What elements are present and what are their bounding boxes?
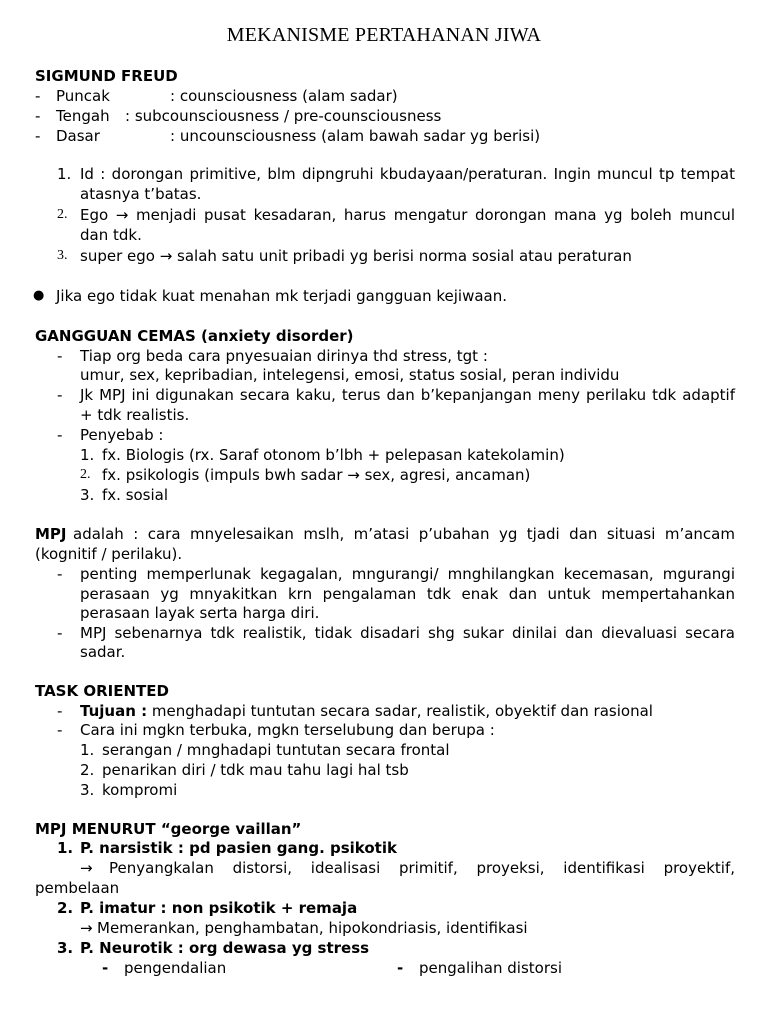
point-text: perasaan layak serta harga diri. [80, 604, 320, 622]
vaillant-item-1 [35, 838, 735, 858]
mpj-point-1 [35, 564, 735, 584]
dash-marker: - [57, 347, 63, 365]
freud-item-ego-cont [35, 225, 735, 245]
cemas-point-1 [35, 346, 735, 366]
ways-text: Cara ini mgkn terbuka, mgkn terselubung dan berupa : [80, 721, 495, 739]
level-text: : subcounsciousness / pre-counsciousness [125, 107, 442, 125]
list-text: dan tdk. [80, 226, 142, 244]
list-number: 1. [80, 741, 95, 759]
mpj-point-1-cont [35, 603, 735, 623]
list-text: serangan / mnghadapi tuntutan secara frontal [102, 741, 450, 759]
dash-marker: - [57, 565, 63, 583]
list-number: 3. [57, 939, 74, 957]
dash-marker: - [57, 386, 63, 404]
list-number: 2. [80, 761, 95, 779]
list-number: 2. [80, 467, 91, 482]
level-label: Dasar [56, 127, 100, 145]
heading-gangguan-cemas: GANGGUAN CEMAS (anxiety disorder) [35, 327, 354, 345]
note-text: Jika ego tidak kuat menahan mk terjadi gangguan kejiwaan. [56, 287, 508, 305]
cemas-point-3 [35, 425, 735, 445]
vaillant-item-3 [35, 938, 735, 958]
point-text: Tiap org beda cara pnyesuaian dirinya thd stress, tgt : [80, 347, 488, 365]
dash-marker: - [397, 959, 404, 977]
freud-level-puncak [35, 86, 735, 106]
point-text: Penyebab : [80, 426, 164, 444]
list-text: atasnya t’batas. [80, 185, 202, 203]
item-desc: Memerankan, penghambatan, hipokondriasis, identifikasi [97, 919, 528, 937]
dash-marker: - [35, 127, 41, 145]
level-label: Tengah [56, 107, 110, 125]
task-goal [35, 701, 735, 721]
vaillant-item-2-desc [35, 918, 735, 938]
point-text: umur, sex, kepribadian, intelegensi, emosi, status sosial, peran individu [80, 366, 620, 384]
list-text: super ego → salah satu unit pribadi yg berisi norma sosial atau peraturan [80, 247, 632, 265]
list-text: Ego → menjadi pusat kesadaran, harus mengatur dorongan mana yg boleh muncul [80, 206, 735, 224]
list-number: 2. [57, 207, 68, 222]
page-title: MEKANISME PERTAHANAN JIWA [226, 24, 542, 46]
mpj-point-2-cont [35, 642, 735, 662]
dash-marker: - [57, 624, 63, 642]
dash-marker: - [35, 107, 41, 125]
point-text: Jk MPJ ini digunakan secara kaku, terus dan b’kepanjangan meny perilaku tdk adaptif [80, 386, 735, 404]
list-number: 3. [80, 781, 95, 799]
dash-marker: - [57, 721, 63, 739]
task-item [35, 760, 735, 780]
list-number: 3. [80, 486, 95, 504]
item-desc: Penyangkalan distorsi, idealisasi primitif, proyeksi, identifikasi proyektif, [109, 859, 735, 877]
point-text: sadar. [80, 643, 126, 661]
goal-text: menghadapi tuntutan secara sadar, realistik, obyektif dan rasional [151, 702, 653, 720]
list-number: 1. [57, 165, 72, 183]
list-number: 1. [80, 446, 95, 464]
list-text: fx. sosial [102, 486, 169, 504]
point-text: MPJ sebenarnya tdk realistik, tidak disadari shg sukar dinilai dan dievaluasi secara [80, 624, 735, 642]
vaillant-item-2 [35, 898, 735, 918]
freud-item-ego [35, 205, 735, 225]
mpj-point-1-cont [35, 584, 735, 604]
mpj-definition-cont: (kognitif / perilaku). [35, 545, 183, 563]
heading-vaillant: MPJ MENURUT “george vaillan” [35, 820, 302, 838]
freud-level-tengah [35, 106, 735, 126]
bullet-marker: ● [33, 288, 45, 303]
point-text: perasaan yg mnyakitkan krn pengalaman tdk enak dan untuk mempertahankan [80, 585, 735, 603]
mpj-term: MPJ [35, 525, 67, 543]
point-text: + tdk realistis. [80, 406, 190, 424]
point-text: penting memperlunak kegagalan, mngurangi/ mnghilangkan kecemasan, mgurangi [80, 565, 735, 583]
sub-left: pengendalian [124, 959, 227, 977]
definition-text: adalah : cara mnyelesaikan mslh, m’atasi p’ubahan yg tjadi dan situasi m’ancam [73, 525, 735, 543]
list-text: fx. Biologis (rx. Saraf otonom b’lbh + pelepasan katekolamin) [102, 446, 565, 464]
heading-sigmund-freud: SIGMUND FREUD [35, 67, 178, 85]
list-number: 2. [57, 899, 74, 917]
task-ways [35, 720, 735, 740]
list-number: 1. [57, 839, 74, 857]
cemas-point-2 [35, 385, 735, 405]
list-number: 3. [57, 248, 68, 263]
item-title: P. narsistik : pd pasien gang. psikotik [80, 839, 397, 857]
sub-right: pengalihan distorsi [419, 959, 562, 977]
cause-item [35, 445, 735, 465]
arrow-icon: → [80, 859, 93, 877]
dash-marker: - [57, 702, 63, 720]
freud-level-dasar [35, 126, 735, 146]
vaillant-item-3-subs [35, 958, 735, 978]
dash-marker: - [57, 426, 63, 444]
list-text: fx. psikologis (impuls bwh sadar → sex, agresi, ancaman) [102, 466, 531, 484]
cause-item [35, 485, 735, 505]
dash-marker: - [35, 87, 41, 105]
mpj-definition [35, 524, 735, 544]
heading-task-oriented: TASK ORIENTED [35, 682, 169, 700]
level-label: Puncak [56, 87, 110, 105]
vaillant-item-1-desc-cont: pembelaan [35, 879, 120, 897]
freud-note [35, 286, 735, 306]
item-title: P. imatur : non psikotik + remaja [80, 899, 358, 917]
mpj-point-2 [35, 623, 735, 643]
freud-item-superego [35, 246, 735, 266]
arrow-icon: → [80, 919, 93, 937]
task-item [35, 740, 735, 760]
item-title: P. Neurotik : org dewasa yg stress [80, 939, 370, 957]
dash-marker: - [102, 959, 109, 977]
goal-line [80, 701, 653, 721]
list-text: kompromi [102, 781, 178, 799]
freud-item-id-cont [35, 184, 735, 204]
cemas-point-1-cont [35, 365, 735, 385]
level-text: : counsciousness (alam sadar) [170, 87, 398, 105]
cemas-point-2-cont [35, 405, 735, 425]
level-text: : uncounsciousness (alam bawah sadar yg berisi) [170, 127, 541, 145]
cause-item [35, 465, 735, 485]
list-text: Id : dorongan primitive, blm dipngruhi kbudayaan/peraturan. Ingin muncul tp tempat [80, 165, 735, 183]
vaillant-item-1-desc [35, 858, 735, 878]
task-item [35, 780, 735, 800]
freud-item-id [35, 164, 735, 184]
goal-label: Tujuan : [80, 702, 148, 720]
list-text: penarikan diri / tdk mau tahu lagi hal tsb [102, 761, 409, 779]
